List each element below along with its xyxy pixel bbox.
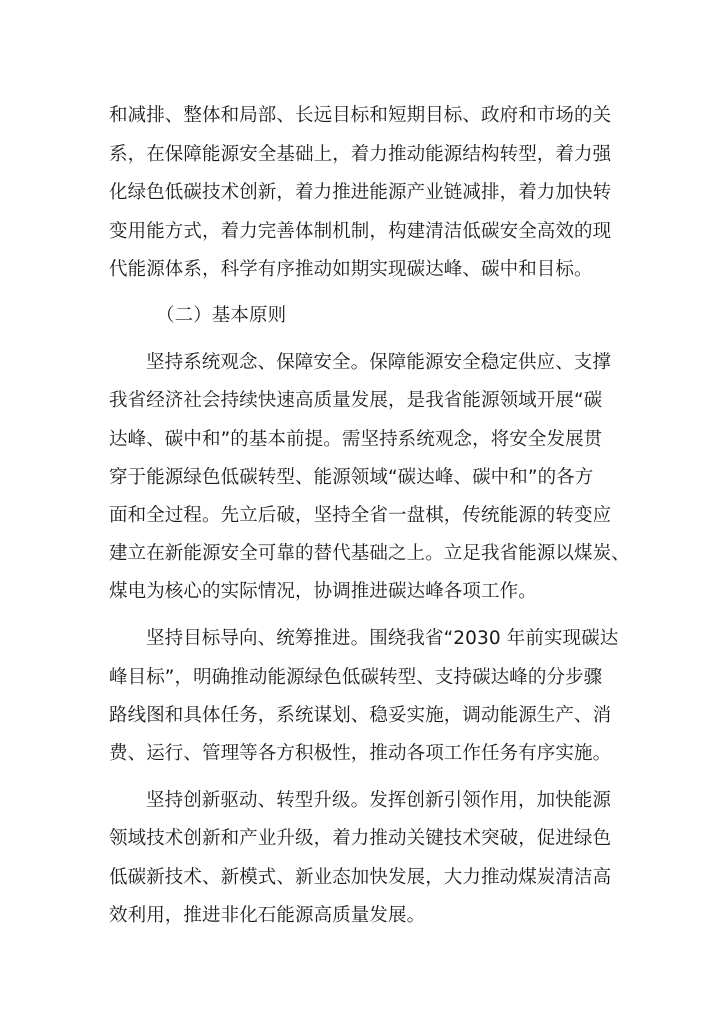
paragraph-line: 系，在保障能源安全基础上，着力推动能源结构转型，着力强 — [109, 144, 612, 165]
paragraph-line: 效利用，推进非化石能源高质量发展。 — [109, 905, 426, 926]
paragraph-line: 穿于能源绿色低碳转型、能源领域“碳达峰、碳中和”的各方 — [109, 467, 594, 488]
paragraph-line: 煤电为核心的实际情况，协调推进碳达峰各项工作。 — [109, 581, 537, 602]
paragraph-line: 达峰、碳中和”的基本前提。需坚持系统观念，将安全发展贯 — [109, 429, 603, 450]
paragraph-line: 路线图和具体任务，系统谋划、稳妥实施，调动能源生产、消 — [109, 705, 612, 726]
paragraph-line: 坚持系统观念、保障安全。保障能源安全稳定供应、支撑 — [146, 352, 612, 373]
paragraph-line: 坚持创新驱动、转型升级。发挥创新引领作用，加快能源 — [146, 790, 612, 811]
section-heading: （二）基本原则 — [156, 305, 287, 326]
paragraph-line: 化绿色低碳技术创新，着力推进能源产业链减排，着力加快转 — [109, 182, 612, 203]
paragraph-line: 低碳新技术、新模式、新业态加快发展，大力推动煤炭清洁高 — [109, 867, 612, 888]
paragraph-line: 代能源体系，科学有序推动如期实现碳达峰、碳中和目标。 — [109, 259, 593, 280]
paragraph-line: 峰目标”，明确推动能源绿色低碳转型、支持碳达峰的分步骤 — [109, 667, 603, 688]
paragraph-line: 领域技术创新和产业升级，着力推动关键技术突破，促进绿色 — [109, 828, 612, 849]
paragraph-line: 变用能方式，着力完善体制机制，构建清洁低碳安全高效的现 — [109, 221, 612, 242]
paragraph-line: 和减排、整体和局部、长远目标和短期目标、政府和市场的关 — [109, 105, 612, 126]
paragraph-line: 坚持目标导向、统筹推进。围绕我省“2030 年前实现碳达 — [146, 628, 619, 649]
paragraph-line: 费、运行、管理等各方积极性，推动各项工作任务有序实施。 — [109, 743, 612, 764]
paragraph-line: 我省经济社会持续快速高质量发展，是我省能源领域开展“碳 — [109, 390, 603, 411]
paragraph-line: 面和全过程。先立后破，坚持全省一盘棋，传统能源的转变应 — [109, 505, 612, 526]
paragraph-line: 建立在新能源安全可靠的替代基础之上。立足我省能源以煤炭、 — [109, 543, 630, 564]
